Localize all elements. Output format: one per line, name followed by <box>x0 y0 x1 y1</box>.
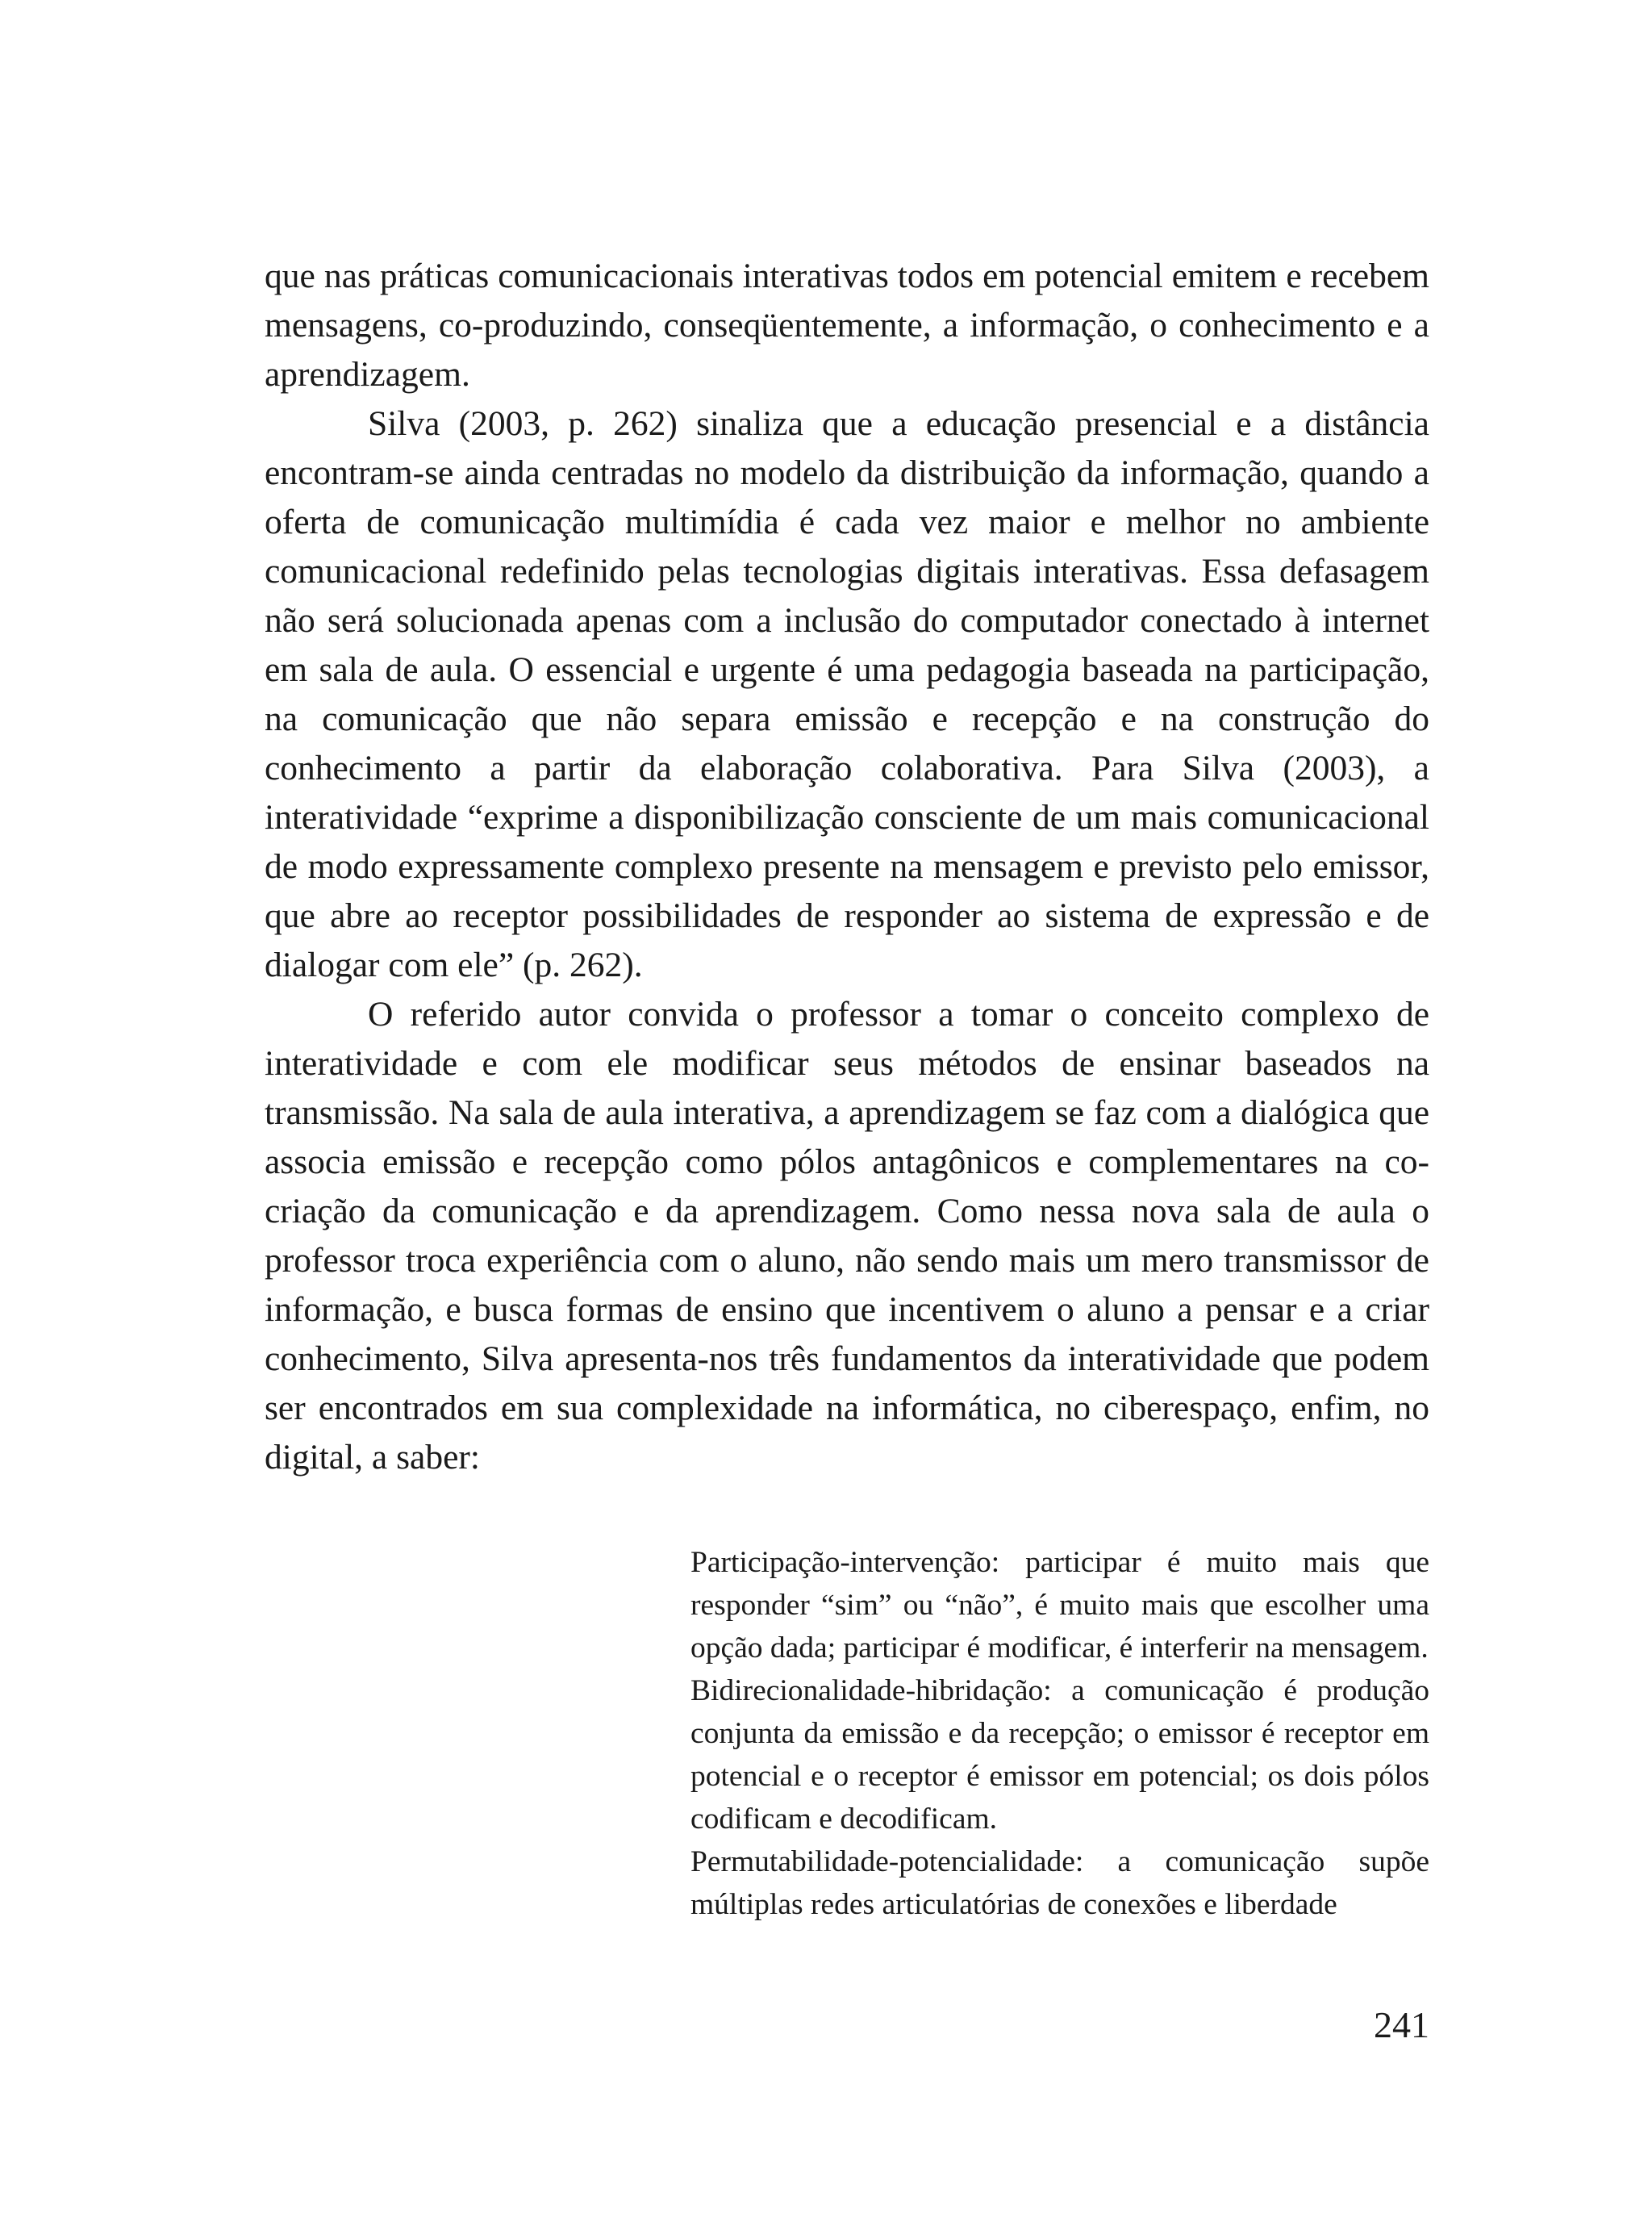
body-text <box>265 252 1429 1482</box>
paragraph-referido-autor: O referido autor convida o professor a tomar o conceito complexo de interatividade e com ele modificar seus métodos de ensinar baseados na transmissão. Na sala de aula interativa, a aprendizagem se faz com a dialógica que associa emissão e recepção como pólos antagônicos e complementares na co-criação da comunicação e da aprendizagem. Como nessa nova sala de aula o professor troca experiência com o aluno, não sendo mais um mero transmissor de informação, e busca formas de ensino que incentivem o aluno a pensar e a criar conhecimento, Silva apresenta-nos três fundamentos da interatividade que podem ser encontrados em sua complexidade na informática, no ciberespaço, enfim, no digital, a saber: <box>265 995 1429 1477</box>
block-quote <box>690 1541 1429 1926</box>
paragraph-silva-2003: Silva (2003, p. 262) sinaliza que a educação presencial e a distância encontram-se ainda centradas no modelo da distribuição da informação, quando a oferta de comunicação multimídia é cada vez maior e melhor no ambiente comunicacional redefinido pelas tecnologias digitais interativas. Essa defasagem não será solucionada apenas com a inclusão do computador conectado à internet em sala de aula. O essencial e urgente é uma pedagogia baseada na participação, na comunicação que não separa emissão e recepção e na construção do conhecimento a partir da elaboração colaborativa. Para Silva (2003), a interatividade “exprime a disponibilização consciente de um mais comunicacional de modo expressamente complexo presente na mensagem e previsto pelo emissor, que abre ao receptor possibilidades de responder ao sistema de expressão e de dialogar com ele” (p. 262). <box>265 404 1429 984</box>
quote-permutabilidade-potencialidade: Permutabilidade-potencialidade: a comunicação supõe múltiplas redes articulatórias de conexões e liberdade <box>690 1845 1429 1921</box>
page-number: 241 <box>1374 2004 1429 2045</box>
quote-participacao-intervencao: Participação-intervenção: participar é muito mais que responder “sim” ou “não”, é muito mais que escolher uma opção dada; participar é modificar, é interferir na mensagem. <box>690 1546 1429 1665</box>
paragraph-continuation: que nas práticas comunicacionais interativas todos em potencial emitem e recebem mensagens, co-produzindo, conseqüentemente, a informação, o conhecimento e a aprendizagem. <box>265 257 1429 394</box>
quote-bidirecionalidade-hibridacao: Bidirecionalidade-hibridação: a comunicação é produção conjunta da emissão e da recepção; o emissor é receptor em potencial e o receptor é emissor em potencial; os dois pólos codificam e decodificam. <box>690 1674 1429 1836</box>
